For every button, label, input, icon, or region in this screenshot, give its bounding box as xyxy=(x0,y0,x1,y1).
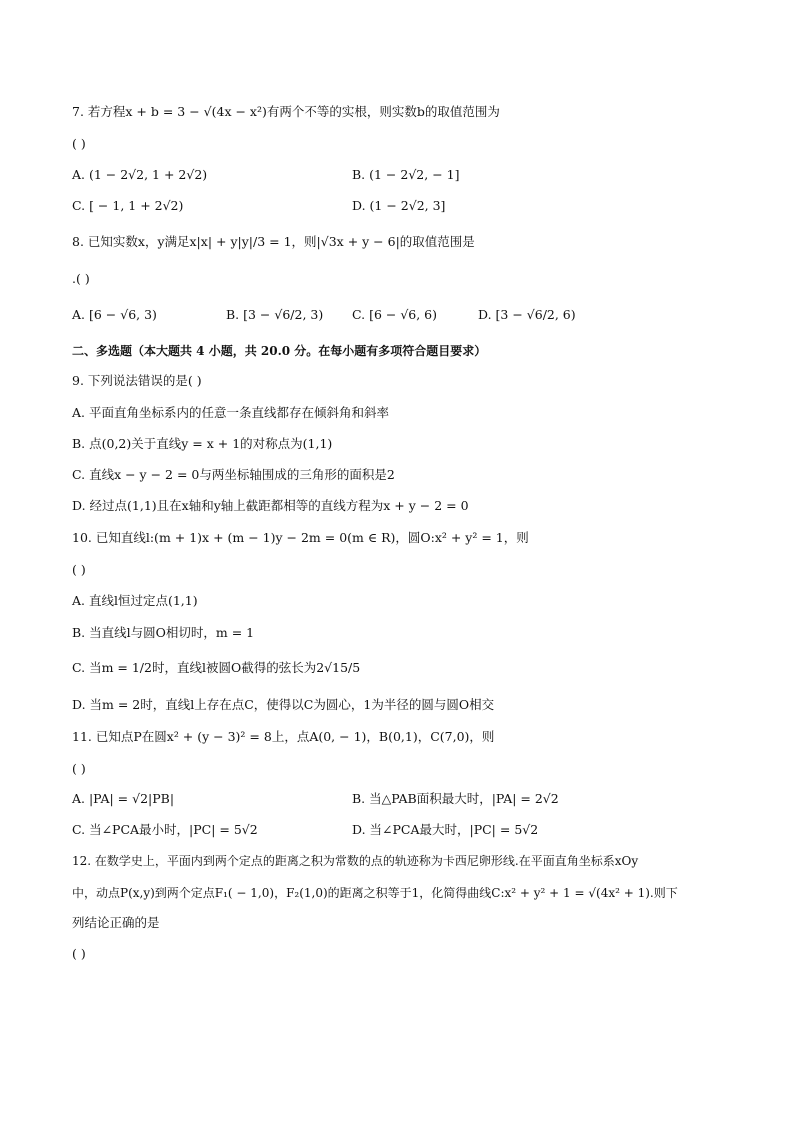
q12-stem-line-1: 12. 在数学史上，平面内到两个定点的距离之积为常数的点的轨迹称为卡西尼卵形线.在平面直角坐标系xOy xyxy=(72,854,639,868)
q11-stem: 11. 已知点P在圆x² + (y − 3)² = 8上，点A(0, − 1)，B(0,1)，C(7,0)，则 xyxy=(72,729,495,744)
q8-stem: 8. 已知实数x，y满足x|x| + y|y|/3 = 1，则|√3x + y − 6|的取值范围是 xyxy=(72,234,475,249)
q9-option-d: D. 经过点(1,1)且在x轴和y轴上截距都相等的直线方程为x + y − 2 = 0 xyxy=(72,498,469,513)
q10-option-a: A. 直线l恒过定点(1,1) xyxy=(72,593,198,608)
q12-stem-line-3: 列结论正确的是 xyxy=(72,915,160,930)
q11-option-b: B. 当△PAB面积最大时，|PA| = 2√2 xyxy=(352,791,559,806)
q8-option-d: D. [3 − √6/2, 6) xyxy=(478,307,576,322)
q8-option-c: C. [6 − √6, 6) xyxy=(352,307,438,322)
q10-stem: 10. 已知直线l:(m + 1)x + (m − 1)y − 2m = 0(m ∈ R)，圆O:x² + y² = 1，则 xyxy=(72,530,529,545)
q8-option-b: B. [3 − √6/2, 3) xyxy=(226,307,324,322)
q11-bracket: ( ) xyxy=(72,761,86,776)
q7-option-b: B. (1 − 2√2, − 1] xyxy=(352,167,460,182)
q10-option-b: B. 当直线l与圆O相切时，m = 1 xyxy=(72,625,255,640)
q9-option-c: C. 直线x − y − 2 = 0与两坐标轴围成的三角形的面积是2 xyxy=(72,467,395,482)
q10-option-d: D. 当m = 2时，直线l上存在点C，使得以C为圆心，1为半径的圆与圆O相交 xyxy=(72,697,495,712)
section-heading-multiple-choice: 二、多选题（本大题共 4 小题，共 20.0 分。在每小题有多项符合题目要求） xyxy=(72,344,487,358)
q10-option-c: C. 当m = 1/2时，直线l被圆O截得的弦长为2√15/5 xyxy=(72,660,361,675)
q7-option-d: D. (1 − 2√2, 3] xyxy=(352,198,446,213)
q11-option-d: D. 当∠PCA最大时，|PC| = 5√2 xyxy=(352,822,539,837)
q7-bracket: ( ) xyxy=(72,136,86,151)
q7-stem: 7. 若方程x + b = 3 − √(4x − x²)有两个不等的实根，则实数b的取值范围为 xyxy=(72,104,500,119)
q10-bracket: ( ) xyxy=(72,562,86,577)
q9-option-a: A. 平面直角坐标系内的任意一条直线都存在倾斜角和斜率 xyxy=(72,405,389,420)
q11-option-a: A. |PA| = √2|PB| xyxy=(72,791,175,806)
q8-bracket: .( ) xyxy=(72,271,90,286)
q12-bracket: ( ) xyxy=(72,946,86,961)
q12-stem-line-2: 中，动点P(x,y)到两个定点F₁( − 1,0)，F₂(1,0)的距离之积等于1，化简得曲线C:x² + y² + 1 = √(4x² + 1).则下 xyxy=(72,886,678,900)
q9-option-b: B. 点(0,2)关于直线y = x + 1的对称点为(1,1) xyxy=(72,436,333,451)
q11-option-c: C. 当∠PCA最小时，|PC| = 5√2 xyxy=(72,822,258,837)
q9-stem: 9. 下列说法错误的是( ) xyxy=(72,373,202,388)
q7-option-a: A. (1 − 2√2, 1 + 2√2) xyxy=(72,167,208,182)
q7-option-c: C. [ − 1, 1 + 2√2) xyxy=(72,198,184,213)
q8-option-a: A. [6 − √6, 3) xyxy=(72,307,157,322)
